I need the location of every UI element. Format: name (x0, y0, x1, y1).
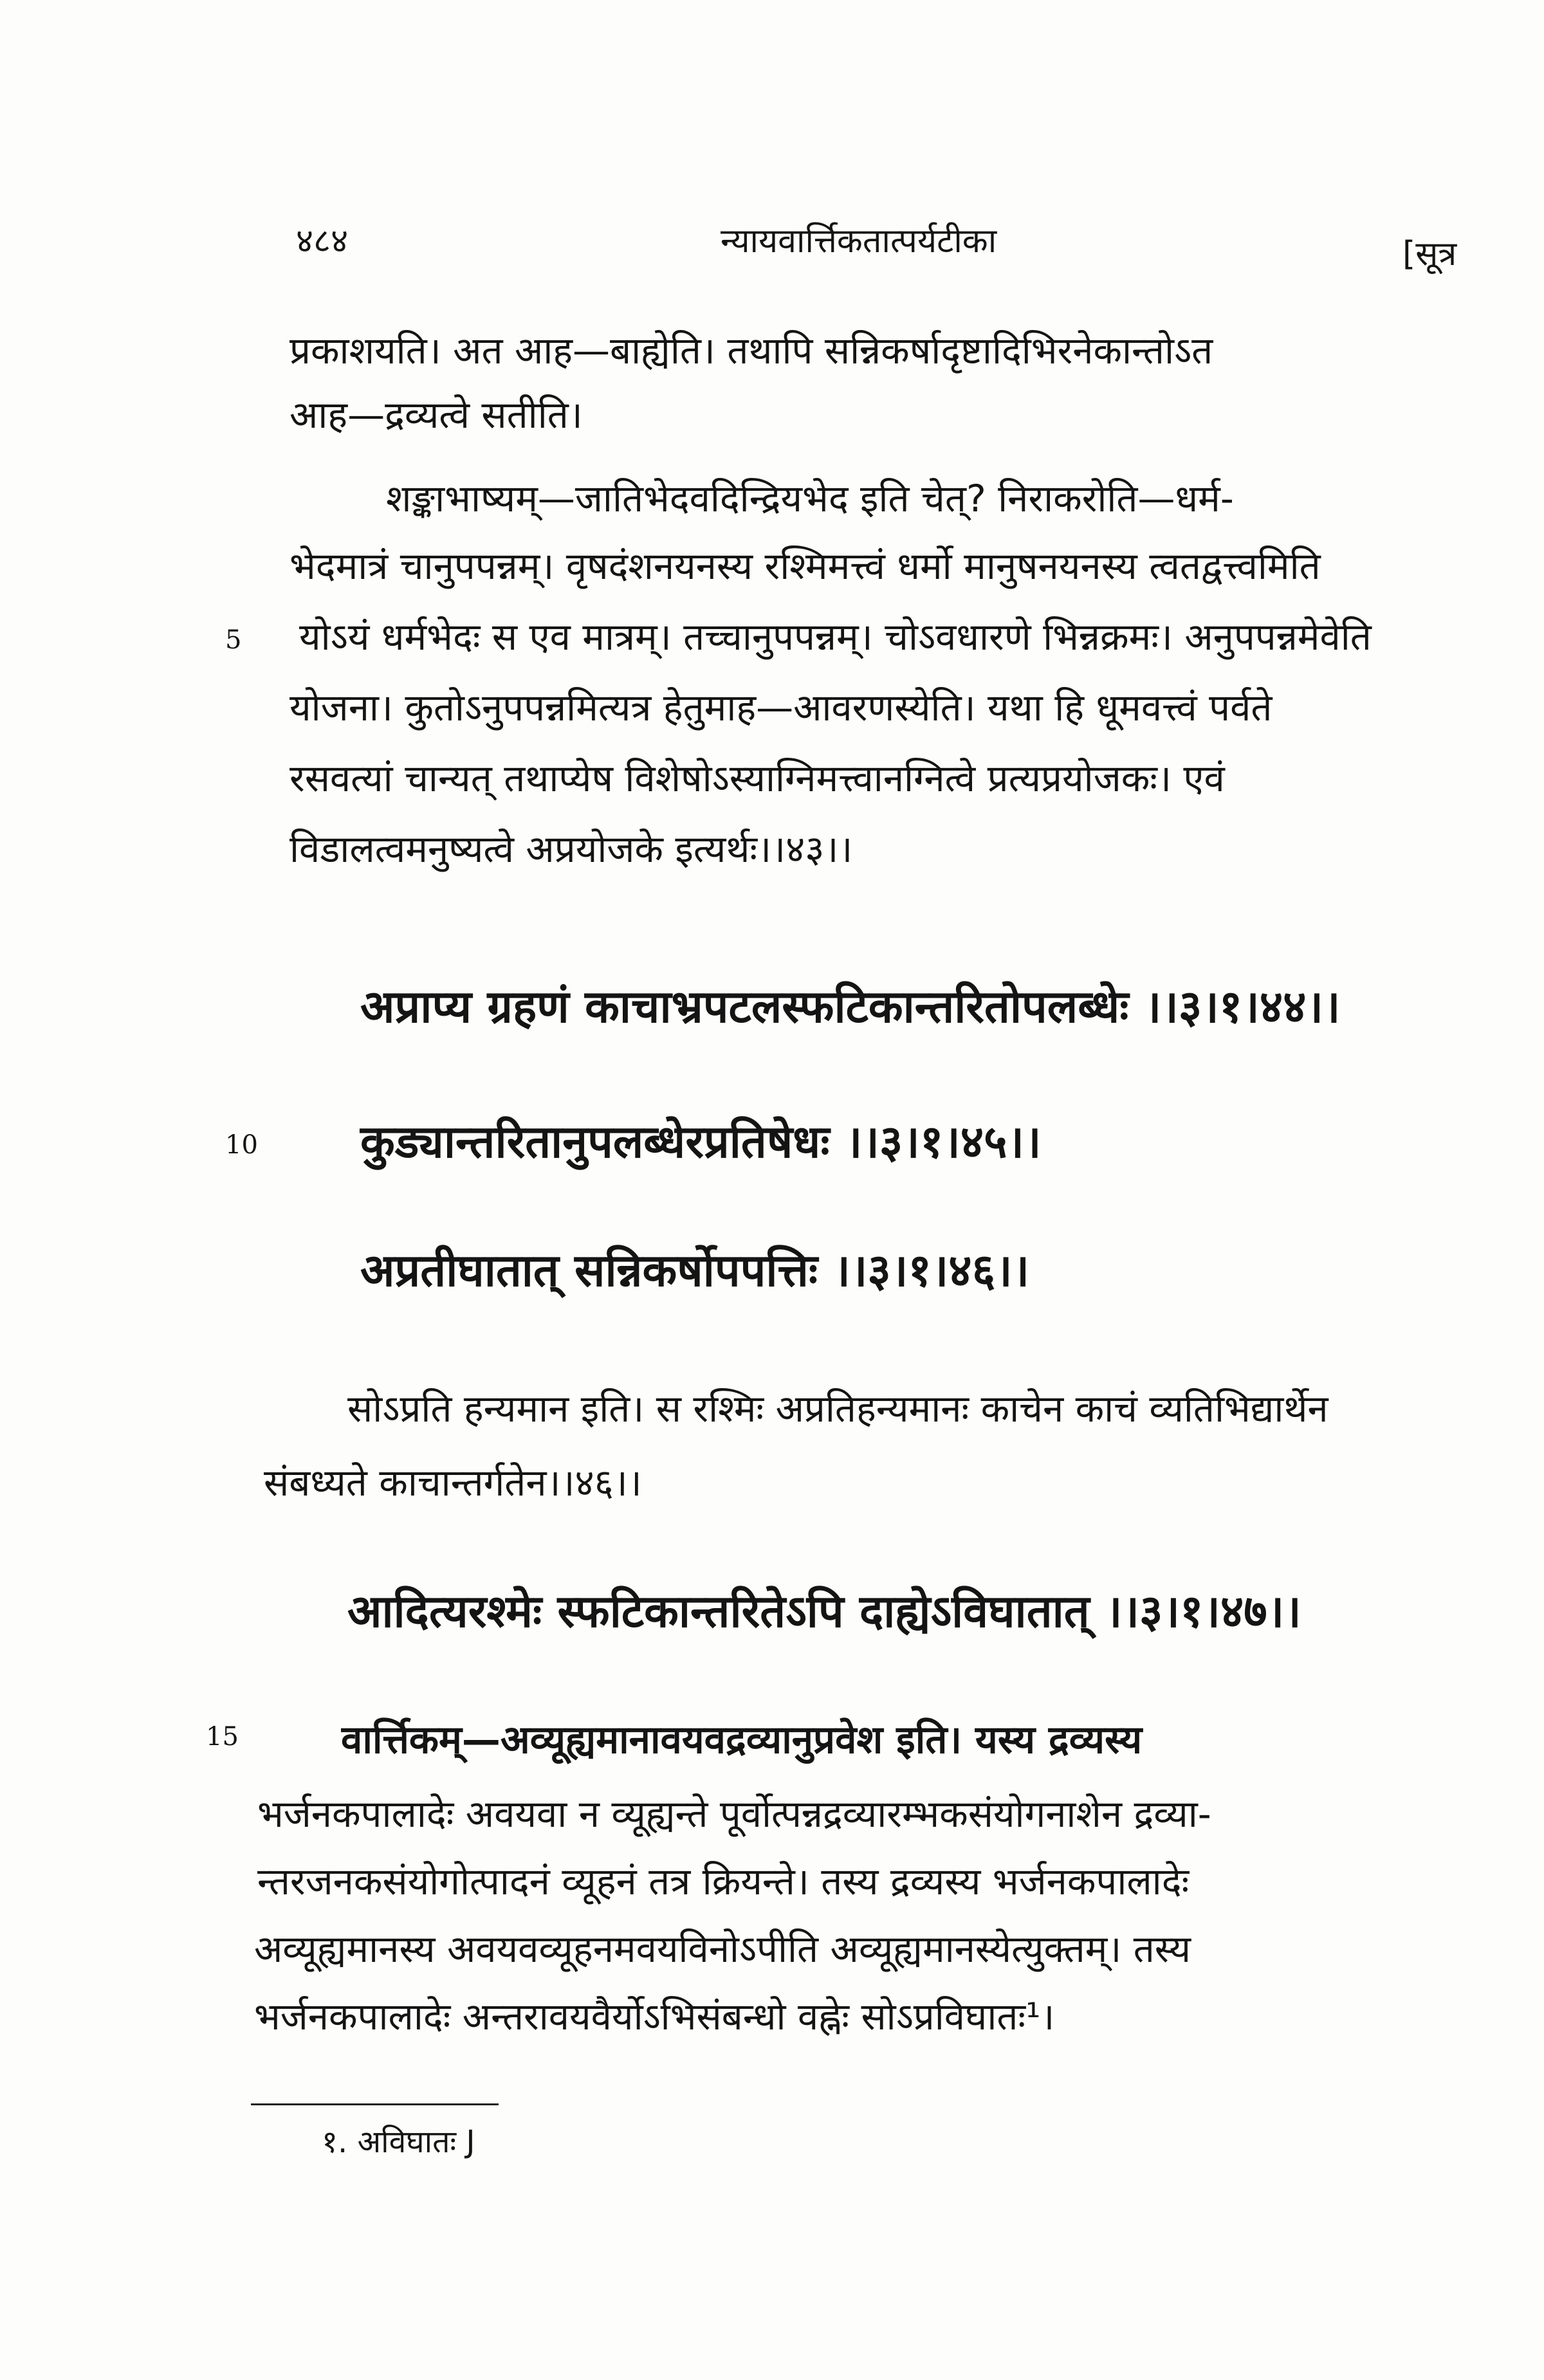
text-line: न्तरजनकसंयोगोत्पादनं व्यूहनं तत्र क्रियन्ते। तस्य द्रव्यस्य भर्जनकपालादेः (257, 1860, 1190, 1903)
text-line: वार्त्तिकम्—अव्यूह्यमानावयवद्रव्यानुप्रवेश इति। यस्य द्रव्यस्य (341, 1717, 1143, 1762)
sutra: अप्रतीघातात् सन्निकर्षोपपत्तिः ।।३।१।४६।। (360, 1244, 1030, 1297)
footnote: १. अविघातः J (322, 2124, 475, 2160)
text-line: विडालत्वमनुष्यत्वे अप्रयोजके इत्यर्थः।।४३।। (290, 827, 853, 871)
text-line: भर्जनकपालादेः अवयवा न व्यूह्यन्ते पूर्वोत्पन्नद्रव्यारम्भकसंयोगनाशेन द्रव्या- (257, 1792, 1211, 1836)
line-number: 10 (225, 1130, 258, 1160)
section-label: [सूत्र (1402, 235, 1457, 273)
text-line: रसवत्यां चान्यत् तथाप्येष विशेषोऽस्याग्निमत्त्वानग्नित्वे प्रत्यप्रयोजकः। एवं (290, 756, 1225, 800)
text-line: भेदमात्रं चानुपपन्नम्। वृषदंशनयनस्य रश्मिमत्त्वं धर्मो मानुषनयनस्य त्वतद्वत्त्वमिति (290, 544, 1321, 588)
sutra: अप्राप्य ग्रहणं काचाभ्रपटलस्फटिकान्तरितोपलब्धेः ।।३।१।४४।। (360, 980, 1341, 1033)
footnote-separator (251, 2103, 499, 2105)
text-line: भर्जनकपालादेः अन्तरावयवैर्योऽभिसंबन्धो वह्नेः सोऽप्रविघातः¹। (254, 1995, 1055, 2038)
text-line: योजना। कुतोऽनुपपन्नमित्यत्र हेतुमाह—आवरणस्येति। यथा हि धूमवत्त्वं पर्वते (290, 686, 1273, 729)
text-line: संबध्यते काचान्तर्गतेन।।४६।। (264, 1461, 642, 1505)
text-line: आह—द्रव्यत्वे सतीति। (290, 393, 583, 437)
line-number: 15 (206, 1722, 239, 1752)
sutra: आदित्यरश्मेः स्फटिकान्तरितेऽपि दाह्येऽविघातात् ।।३।१।४७।। (347, 1585, 1301, 1638)
text-line: सोऽप्रति हन्यमान इति। स रश्मिः अप्रतिहन्यमानः काचेन काचं व्यतिभिद्यार्थेन (347, 1387, 1328, 1431)
text-line: योऽयं धर्मभेदः स एव मात्रम्। तच्चानुपपन्नम्। चोऽवधारणे भिन्नक्रमः। अनुपपन्नमेवेति (299, 615, 1372, 659)
text-line: प्रकाशयति। अत आह—बाह्येति। तथापि सन्निकर्षादृष्टादिभिरनेकान्तोऽत (290, 329, 1213, 372)
text-line: अव्यूह्यमानस्य अवयवव्यूहनमवयविनोऽपीति अव्यूह्यमानस्येत्युक्तम्। तस्य (254, 1927, 1191, 1971)
sutra: कुड्यान्तरितानुपलब्धेरप्रतिषेधः ।।३।१।४५।। (360, 1115, 1042, 1168)
line-number: 5 (225, 625, 242, 655)
page-number: ४८४ (296, 222, 349, 261)
text-line: शङ्काभाष्यम्—जातिभेदवदिन्द्रियभेद इति चेत्? निराकरोति—धर्म- (386, 477, 1234, 520)
running-title: न्यायवार्त्तिकतात्पर्यटीका (721, 222, 997, 261)
